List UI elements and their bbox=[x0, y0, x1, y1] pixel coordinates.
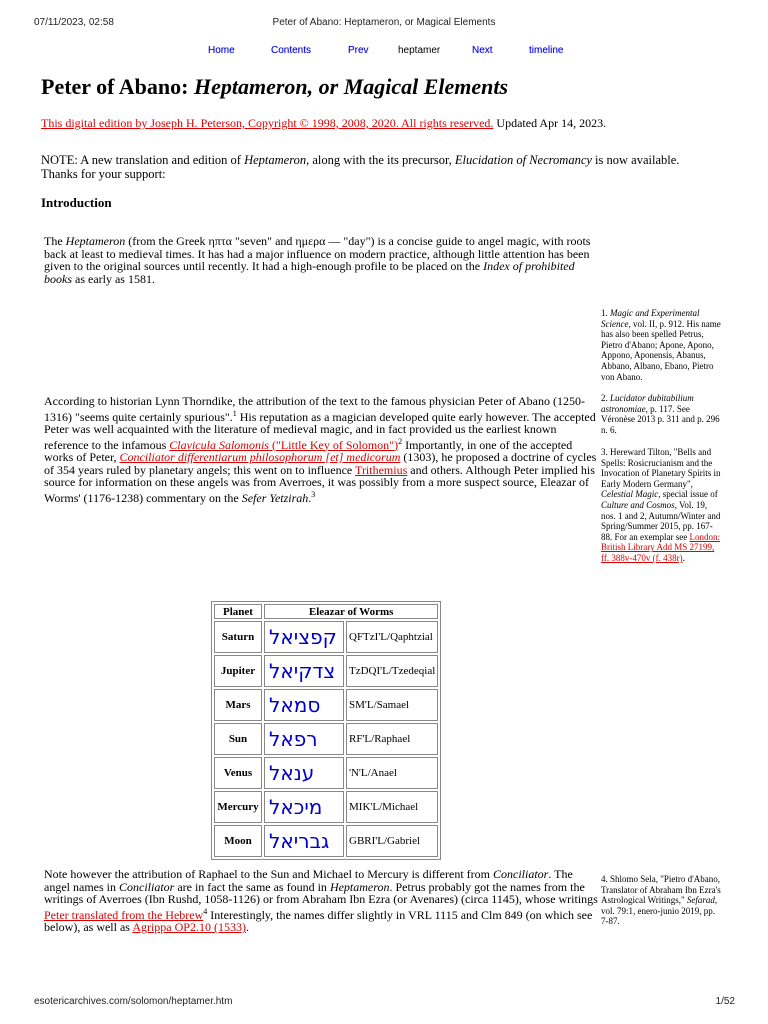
table-row bbox=[214, 723, 438, 755]
conciliator-link[interactable]: Conciliator differentiarum philosophorum [et] medicorum bbox=[119, 450, 401, 464]
transliteration-cell: SM'L/Samael bbox=[346, 689, 438, 721]
table-row bbox=[214, 791, 438, 823]
transliteration-cell: 'N'L/Anael bbox=[346, 757, 438, 789]
table-row bbox=[214, 825, 438, 857]
nav-timeline-link[interactable]: timeline bbox=[529, 45, 564, 56]
angel-names-table bbox=[211, 601, 441, 860]
nav-contents-link[interactable]: Contents bbox=[271, 45, 312, 56]
nav-current-page: heptamer bbox=[398, 45, 441, 56]
transliteration-cell: MIK'L/Michael bbox=[346, 791, 438, 823]
hebrew-name-cell: מיכאל bbox=[264, 791, 344, 823]
table-row bbox=[214, 655, 438, 687]
transliteration-cell: QFTzI'L/Qaphtzial bbox=[346, 621, 438, 653]
hebrew-name-cell: גבריאל bbox=[264, 825, 344, 857]
intro-paragraph-3: Note however the attribution of Raphael to the Sun and Michael to Mercury is different from Conciliator. The angel names in Conciliator are in fact the same as found in Heptameron. Petrus probably got the names from the writings of Averroes (Ibn Rushd, 1058-1126) or from Abraham Ibn Ezra (or Avenares) (circa 1145), whose writings Peter translated from the Hebrew$^4$ Interestingly, the names differ slightly in VRL 1115 and Clm 849 (on which see below), as well as Agrippa OP2.10 (1533). bbox=[44, 867, 598, 934]
intro-paragraph-1: The Heptameron (from the Greek ηπτα "seven" and ημερα — "day") is a concise guide to angel magic, with roots back at least to medieval times. It has had a major influence on modern practice, although little attention has been given to the original sources until recently. It had a high-enough profile to be placed on the Index of prohibited books as early as 1581. bbox=[44, 234, 591, 286]
planet-cell: Mars bbox=[214, 689, 262, 721]
planet-cell: Jupiter bbox=[214, 655, 262, 687]
footnote-1: 1. Magic and Experimental Science, vol. II, p. 912. His name has also been spelled Petrus, Pietro d'Abano; Apone, Apono, Appono, Aponensis, Abanus, Abbano, Albano, Ebano, Pietro von Abano. bbox=[601, 308, 721, 382]
hebrew-name-cell: קפציאל bbox=[264, 621, 344, 653]
planet-cell: Mercury bbox=[214, 791, 262, 823]
planet-cell: Saturn bbox=[214, 621, 262, 653]
transliteration-cell: RF'L/Raphael bbox=[346, 723, 438, 755]
footnote-4: 4. Shlomo Sela, "Pietro d'Abano, Translator of Abraham Ibn Ezra's Astrological Writings," Sefarad, vol. 79:1, enero-junio 2019, pp. 7-87. bbox=[601, 874, 721, 927]
print-datetime: 07/11/2023, 02:58 bbox=[34, 17, 114, 28]
introduction-heading: Introduction bbox=[41, 195, 112, 210]
nav-prev-link[interactable]: Prev bbox=[348, 45, 369, 56]
print-url: esotericarchives.com/solomon/heptamer.htm bbox=[34, 996, 233, 1007]
intro-paragraph-2: According to historian Lynn Thorndike, the attribution of the text to the famous physician Peter of Abano (1250-1316) "seems quite certainly spurious".$^1$ His reputation as a magician developed quite early however. The accepted Peter was well acquainted with the literature of medieval magic, and in fact provided us the earliest known reference to the infamous Clavicula Salomonis ("Little Key of Solomon")$^2$ Importantly, in one of the accepted works of Peter, Conciliator differentiarum philosophorum [et] medicorum (1303), he proposed a doctrine of cycles of 354 years ruled by planetary angels; this went on to influence Trithemius and others. Although Peter implied his source for information on these angels was from Averroes, it was possibly from a more suspect source, Eleazar of Worms' (1176-1238) commentary on the Sefer Yetzirah.$^3$ bbox=[44, 394, 597, 505]
table-row bbox=[214, 757, 438, 789]
table-row bbox=[214, 689, 438, 721]
planet-cell: Sun bbox=[214, 723, 262, 755]
trithemius-link[interactable]: Trithemius bbox=[355, 462, 408, 477]
footnote-3: 3. Hereward Tilton, "Bells and Spells: Rosicrucianism and the Invocation of Planetary Spirits in Early Modern Germany", Celestial Magic, special issue of Culture and Cosmos, Vol. 19, nos. 1 and 2, Autumn/Winter and Spring/Summer 2015, pp. 167-88. For an exemplar see London: British Library Add MS 27199, ff. 388v-470v (f. 438r). bbox=[601, 447, 721, 563]
print-page-title: Peter of Abano: Heptameron, or Magical Elements bbox=[272, 17, 496, 28]
table-row bbox=[214, 621, 438, 653]
hebrew-name-cell: צדקיאל bbox=[264, 655, 344, 687]
copyright-link[interactable]: This digital edition by Joseph H. Peterson, Copyright © 1998, 2008, 2020. All rights reserved. bbox=[41, 116, 494, 130]
peter-translated-link[interactable]: Peter translated from the Hebrew bbox=[44, 907, 204, 922]
planet-cell: Venus bbox=[214, 757, 262, 789]
british-library-link[interactable]: London: British Library Add MS 27199, ff. 388v-470v (f. 438r) bbox=[601, 531, 720, 563]
hebrew-name-cell: ענאל bbox=[264, 757, 344, 789]
agrippa-link[interactable]: Agrippa OP2.10 (1533) bbox=[132, 920, 246, 934]
nav-next-link[interactable]: Next bbox=[472, 45, 493, 56]
footnote-2: 2. Lucidator dubitabilium astronomiae, p. 117. See Véronèse 2013 p. 311 and p. 296 n. 6. bbox=[601, 393, 720, 435]
planet-cell: Moon bbox=[214, 825, 262, 857]
transliteration-cell: TzDQI'L/Tzedeqial bbox=[346, 655, 438, 687]
hebrew-name-cell: סמאל bbox=[264, 689, 344, 721]
nav-home-link[interactable]: Home bbox=[208, 45, 235, 56]
transliteration-cell: GBRI'L/Gabriel bbox=[346, 825, 438, 857]
table-header-eleazar: Eleazar of Worms bbox=[264, 604, 438, 619]
print-page-number: 1/52 bbox=[715, 996, 735, 1007]
note-paragraph: NOTE: A new translation and edition of Heptameron, along with the its precursor, Elucidation of Necromancy is now available. Thanks for your support: bbox=[41, 153, 680, 181]
table-header-planet: Planet bbox=[214, 604, 262, 619]
copyright-line: This digital edition by Joseph H. Peterson, Copyright © 1998, 2008, 2020. All rights reserved. Updated Apr 14, 2023. bbox=[41, 116, 607, 130]
hebrew-name-cell: רפאל bbox=[264, 723, 344, 755]
page-title: Peter of Abano: Heptameron, or Magical Elements bbox=[41, 74, 509, 99]
clavicula-link[interactable]: Clavicula Salomonis ("Little Key of Solomon") bbox=[169, 437, 399, 452]
